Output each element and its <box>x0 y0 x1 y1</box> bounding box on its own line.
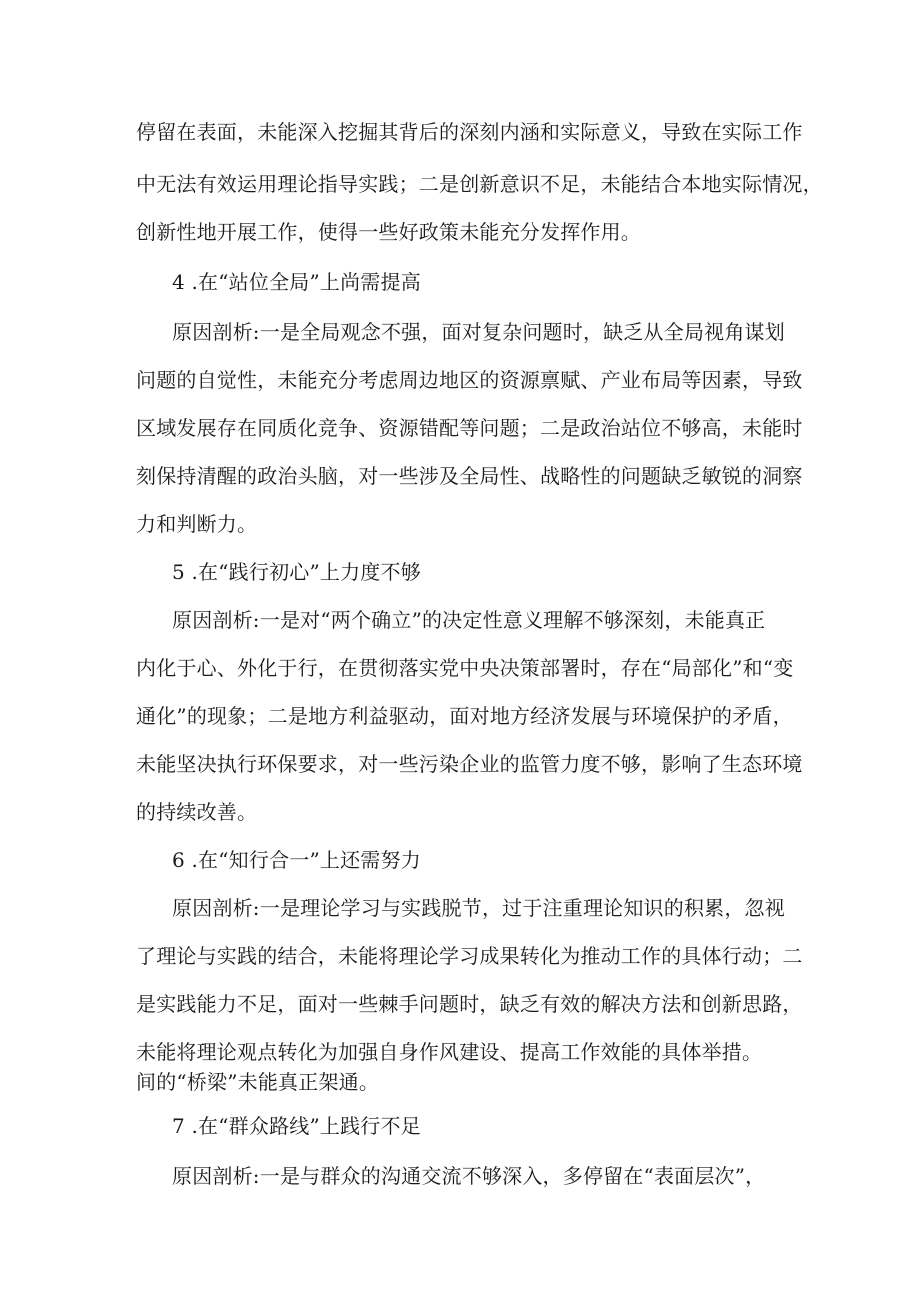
body-text-line: 力和判断力。 <box>136 512 258 536</box>
body-text-line: 通化”的现象；二是地方利益驱动，面对地方经济发展与环境保护的矛盾， <box>136 704 793 728</box>
body-text-line: 停留在表面，未能深入挖掘其背后的深刻内涵和实际意义，导致在实际工作 <box>136 120 803 144</box>
body-text-line: 的持续改善。 <box>136 800 258 824</box>
body-text-line: 原因剖析:一是全局观念不强，面对复杂问题时，缺乏从全局视角谋划 <box>172 320 785 344</box>
body-text-line: 创新性地开展工作，使得一些好政策未能充分发挥作用。 <box>136 220 641 244</box>
body-text-line: 刻保持清醒的政治头脑，对一些涉及全局性、战略性的问题缺乏敏锐的洞察 <box>136 464 803 488</box>
body-text-line: 内化于心、外化于行，在贯彻落实党中央决策部署时，存在“局部化”和“变 <box>136 656 794 680</box>
section-heading-5: 5 .在“践行初心”上力度不够 <box>172 560 421 584</box>
body-text-line: 未能将理论观点转化为加强自身作风建设、提高工作效能的具体举措。 <box>136 1040 763 1064</box>
body-text-line: 原因剖析:一是与群众的沟通交流不够深入，多停留在“表面层次”， <box>172 1164 766 1188</box>
body-text-line: 了理论与实践的结合，未能将理论学习成果转化为推动工作的具体行动；二 <box>136 944 803 968</box>
body-text-line: 间的“桥梁”未能真正架通。 <box>136 1070 380 1094</box>
body-text-line: 区域发展存在同质化竞争、资源错配等问题；二是政治站位不够高，未能时 <box>136 416 803 440</box>
body-text-line: 原因剖析:一是对“两个确立”的决定性意义理解不够深刻，未能真正 <box>172 608 766 632</box>
section-heading-6: 6 .在“知行合一”上还需努力 <box>172 848 421 872</box>
body-text-line: 是实践能力不足，面对一些棘手问题时，缺乏有效的解决方法和创新思路， <box>136 992 803 1016</box>
body-text-line: 原因剖析:一是理论学习与实践脱节，过于注重理论知识的积累，忽视 <box>172 896 785 920</box>
section-heading-4: 4 .在“站位全局”上尚需提高 <box>172 270 421 294</box>
body-text-line: 问题的自觉性，未能充分考虑周边地区的资源禀赋、产业布局等因素，导致 <box>136 368 803 392</box>
section-heading-7: 7 .在“群众路线”上践行不足 <box>172 1114 421 1138</box>
body-text-line: 未能坚决执行环保要求，对一些污染企业的监管力度不够，影响了生态环境 <box>136 752 803 776</box>
body-text-line: 中无法有效运用理论指导实践；二是创新意识不足，未能结合本地实际情况， <box>136 172 823 196</box>
